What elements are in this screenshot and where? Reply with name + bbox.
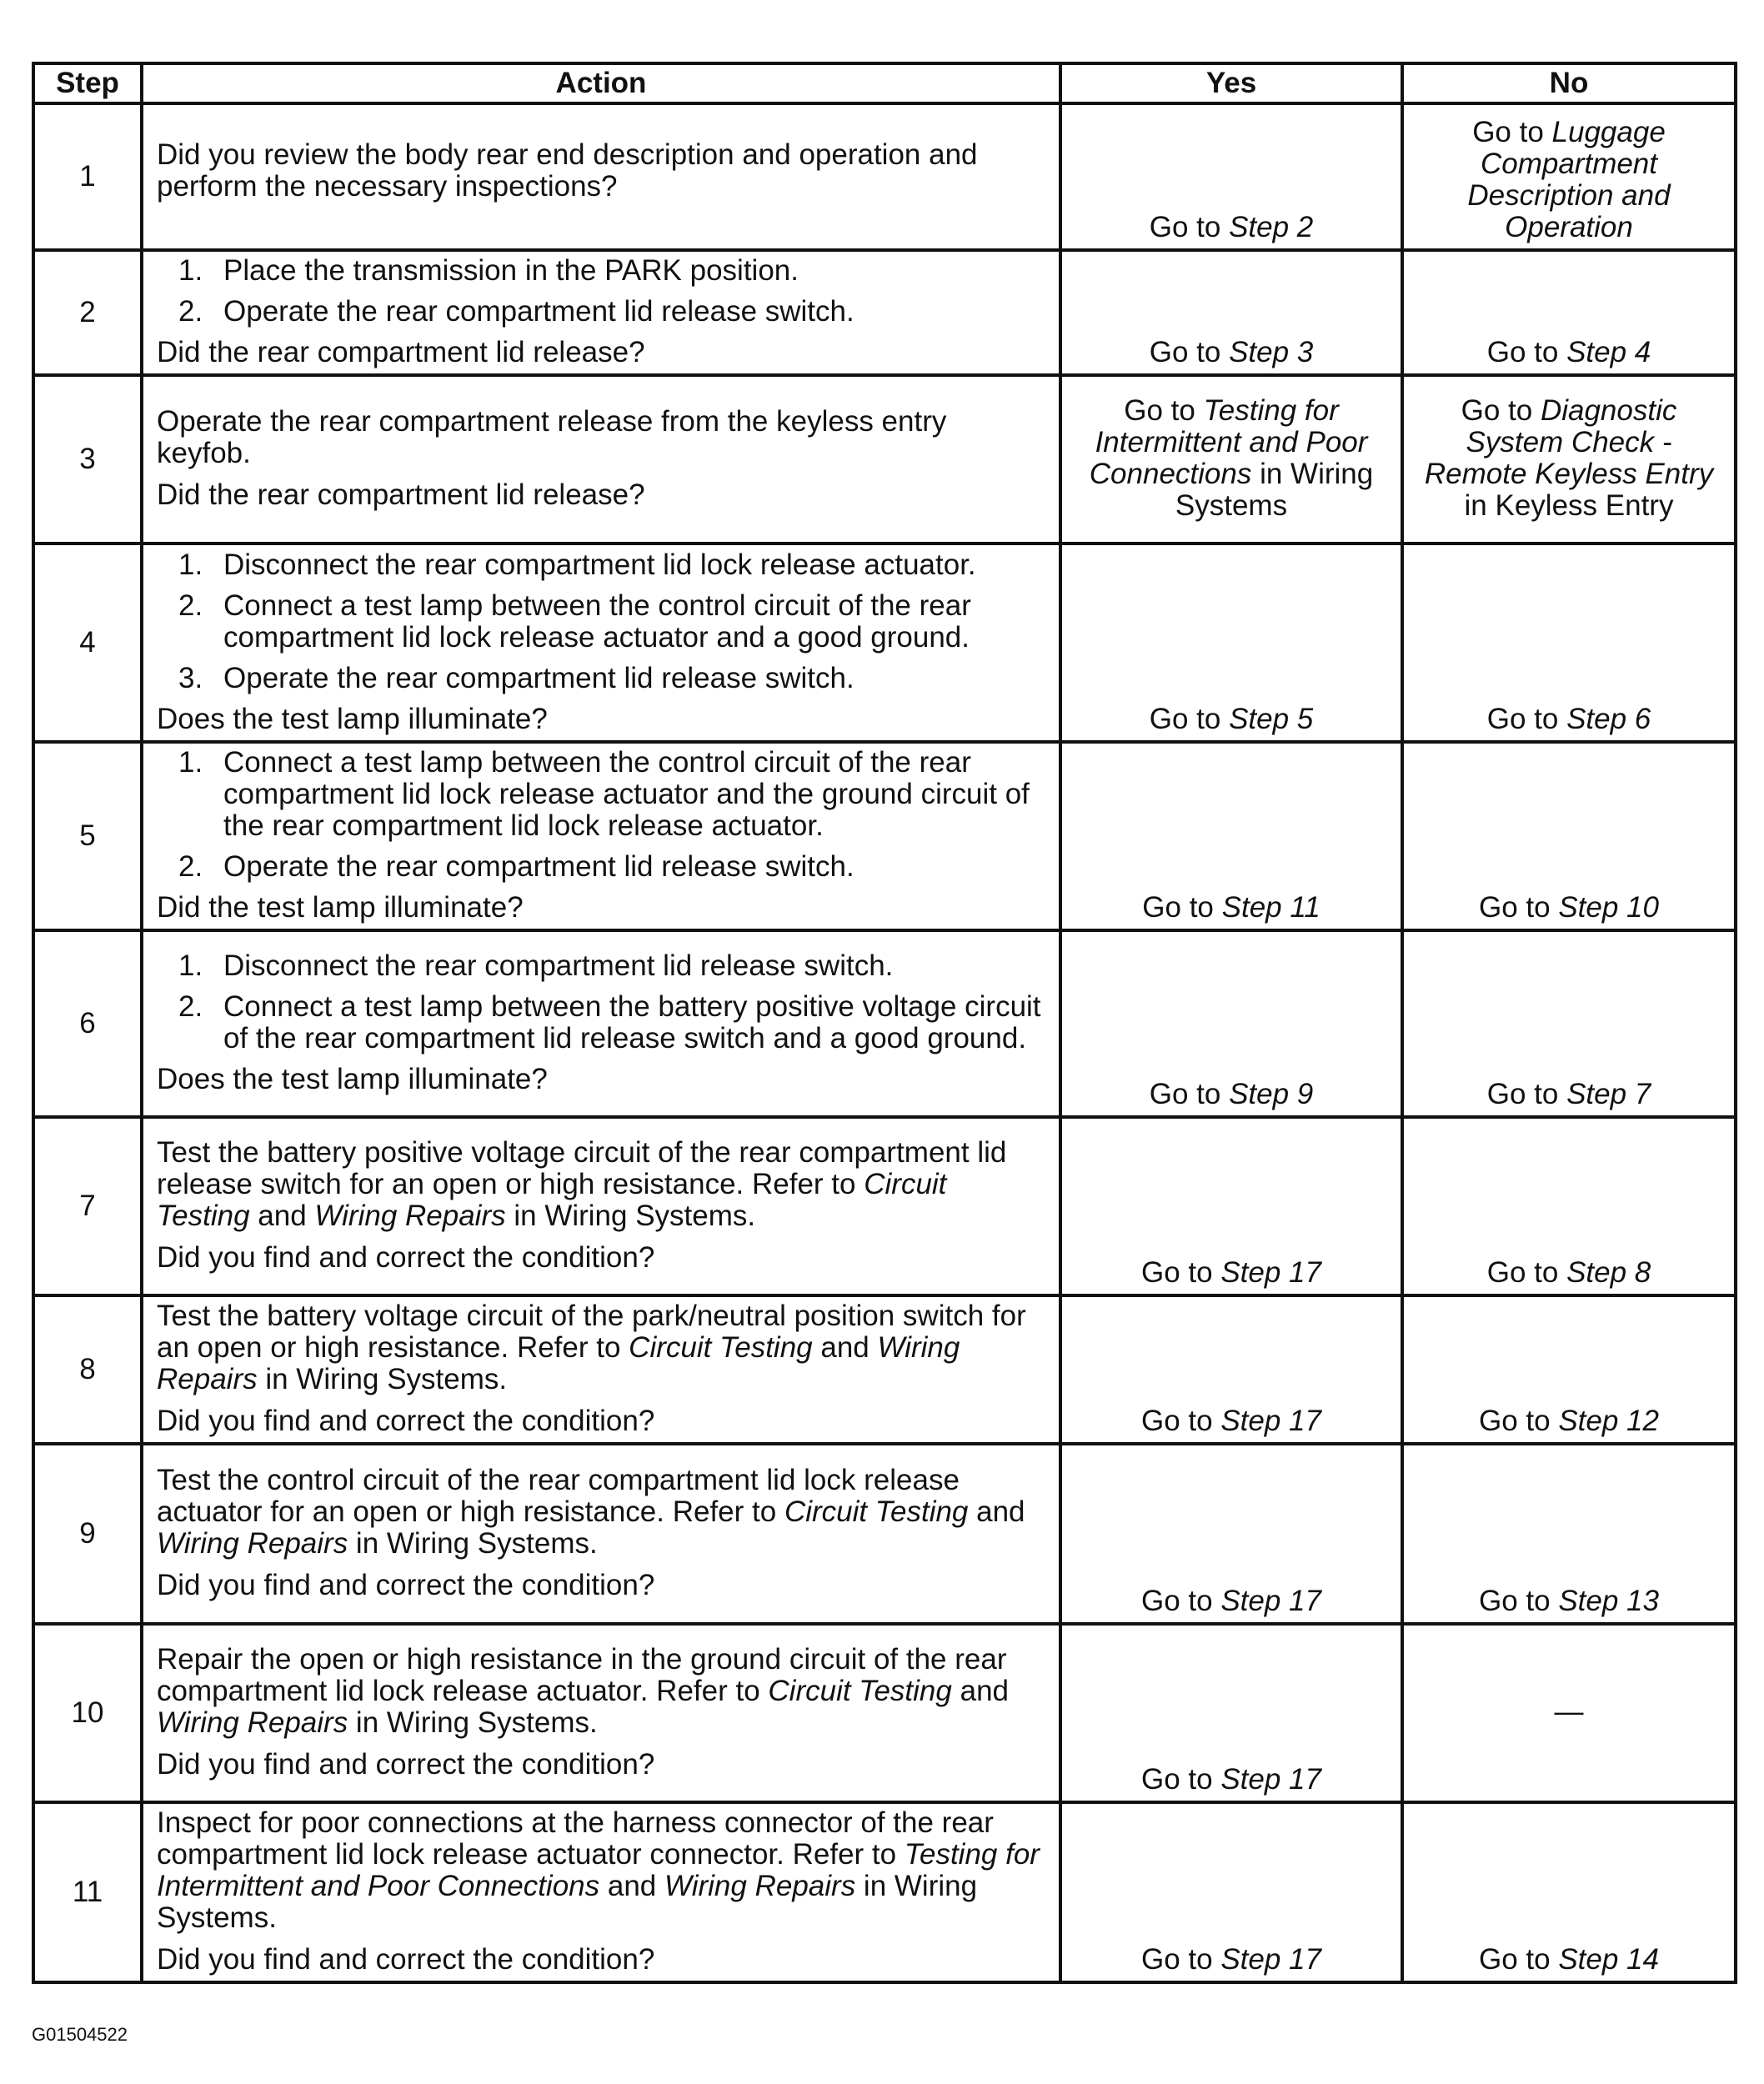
action-text: Test the control circuit of the rear compartment lid lock release actuator for an open or high resistance. Refer to Circuit Testing and Wiring Repairs in Wiring Systems. bbox=[157, 1464, 1025, 1560]
no-result: Go to Step 13 bbox=[1402, 1444, 1736, 1624]
action-question: Did the test lamp illuminate? bbox=[157, 891, 524, 924]
table-row bbox=[33, 1624, 1736, 1802]
yes-result: Go to Step 9 bbox=[1060, 930, 1402, 1117]
table-row bbox=[33, 930, 1736, 1117]
step-number: 2 bbox=[33, 250, 142, 375]
action-text: Repair the open or high resistance in the ground circuit of the rear compartment lid lock release actuator. Refer to Circuit Testing and Wiring Repairs in Wiring Systems. bbox=[157, 1643, 1009, 1739]
action-text: Test the battery voltage circuit of the park/neutral position switch for an open or high resistance. Refer to Circuit Testing and Wiring Repairs in Wiring Systems. bbox=[157, 1300, 1026, 1395]
step-number: 4 bbox=[33, 544, 142, 742]
no-result: Go to Diagnostic System Check - Remote Keyless Entry in Keyless Entry bbox=[1402, 375, 1736, 544]
step-number: 6 bbox=[33, 930, 142, 1117]
table-row bbox=[33, 375, 1736, 544]
no-result: Go to Luggage Compartment Description and Operation bbox=[1402, 103, 1736, 250]
table-header-row bbox=[33, 63, 1736, 103]
action-question: Did you find and correct the condition? bbox=[157, 1748, 655, 1781]
yes-result: Go to Step 11 bbox=[1060, 742, 1402, 930]
table-row bbox=[33, 742, 1736, 930]
no-result: Go to Step 12 bbox=[1402, 1295, 1736, 1444]
action-cell bbox=[142, 250, 1060, 375]
action-cell bbox=[142, 103, 1060, 250]
diagnostic-table bbox=[32, 62, 1737, 1984]
step-number: 9 bbox=[33, 1444, 142, 1624]
action-cell bbox=[142, 930, 1060, 1117]
action-question: Did the rear compartment lid release? bbox=[157, 478, 645, 511]
action-cell bbox=[142, 742, 1060, 930]
no-result: — bbox=[1402, 1624, 1736, 1802]
action-step-item: 2. Connect a test lamp between the battery positive voltage circuit of the rear compartment lid release switch and a good ground. bbox=[178, 990, 1041, 1055]
action-step-item: 2. Operate the rear compartment lid release switch. bbox=[178, 295, 854, 328]
action-question: Did you find and correct the condition? bbox=[157, 1569, 655, 1601]
step-number: 11 bbox=[33, 1802, 142, 1982]
action-cell bbox=[142, 1295, 1060, 1444]
table-row bbox=[33, 1802, 1736, 1982]
action-text: Test the battery positive voltage circuit of the rear compartment lid release switch for an open or high resistance. Refer to Circuit Testing and Wiring Repairs in Wiring Systems. bbox=[157, 1136, 1007, 1232]
action-question: Did you find and correct the condition? bbox=[157, 1943, 655, 1976]
action-cell bbox=[142, 1802, 1060, 1982]
action-cell bbox=[142, 1444, 1060, 1624]
yes-result: Go to Step 5 bbox=[1060, 544, 1402, 742]
no-result: Go to Step 7 bbox=[1402, 930, 1736, 1117]
yes-result: Go to Testing for Intermittent and Poor Connections in Wiring Systems bbox=[1060, 375, 1402, 544]
action-cell bbox=[142, 1117, 1060, 1295]
action-step-item: 3. Operate the rear compartment lid release switch. bbox=[178, 661, 854, 694]
action-step-item: 2. Connect a test lamp between the control circuit of the rear compartment lid lock release actuator and a good ground. bbox=[178, 589, 971, 654]
step-number: 3 bbox=[33, 375, 142, 544]
action-steps-list bbox=[157, 549, 1045, 694]
no-result: Go to Step 4 bbox=[1402, 250, 1736, 375]
table-row bbox=[33, 1117, 1736, 1295]
step-number: 10 bbox=[33, 1624, 142, 1802]
step-number: 8 bbox=[33, 1295, 142, 1444]
action-question: Does the test lamp illuminate? bbox=[157, 702, 548, 735]
action-question: Did the rear compartment lid release? bbox=[157, 336, 645, 368]
step-number: 7 bbox=[33, 1117, 142, 1295]
table-row bbox=[33, 250, 1736, 375]
yes-result: Go to Step 3 bbox=[1060, 250, 1402, 375]
action-question: Did you find and correct the condition? bbox=[157, 1405, 655, 1437]
no-result: Go to Step 14 bbox=[1402, 1802, 1736, 1982]
yes-result: Go to Step 2 bbox=[1060, 103, 1402, 250]
step-number: 1 bbox=[33, 103, 142, 250]
no-result: Go to Step 10 bbox=[1402, 742, 1736, 930]
action-steps-list bbox=[157, 255, 1045, 328]
action-text: Operate the rear compartment release from the keyless entry keyfob. bbox=[157, 405, 947, 469]
action-step-item: 1. Connect a test lamp between the control circuit of the rear compartment lid lock release actuator and the ground circuit of the rear compartment lid lock release actuator. bbox=[178, 746, 1030, 842]
header-yes: Yes bbox=[1060, 63, 1402, 103]
table-row bbox=[33, 1444, 1736, 1624]
yes-result: Go to Step 17 bbox=[1060, 1624, 1402, 1802]
diagnostic-table-sheet bbox=[32, 62, 1734, 1984]
header-action: Action bbox=[142, 63, 1060, 103]
yes-result: Go to Step 17 bbox=[1060, 1117, 1402, 1295]
yes-result: Go to Step 17 bbox=[1060, 1295, 1402, 1444]
action-step-item: 1. Place the transmission in the PARK position. bbox=[178, 254, 799, 287]
step-number: 5 bbox=[33, 742, 142, 930]
action-cell bbox=[142, 375, 1060, 544]
action-cell bbox=[142, 1624, 1060, 1802]
action-text: Did you review the body rear end description and operation and perform the necessary inspections? bbox=[157, 138, 978, 203]
action-steps-list bbox=[157, 950, 1045, 1055]
table-body bbox=[33, 103, 1736, 1982]
action-step-item: 1. Disconnect the rear compartment lid release switch. bbox=[178, 949, 894, 982]
header-step: Step bbox=[33, 63, 142, 103]
action-cell bbox=[142, 544, 1060, 742]
yes-result: Go to Step 17 bbox=[1060, 1444, 1402, 1624]
figure-id: G01504522 bbox=[32, 2024, 128, 2045]
table-row bbox=[33, 544, 1736, 742]
action-steps-list bbox=[157, 747, 1045, 883]
action-question: Did you find and correct the condition? bbox=[157, 1241, 655, 1274]
table-row bbox=[33, 1295, 1736, 1444]
action-question: Does the test lamp illuminate? bbox=[157, 1063, 548, 1095]
table-row bbox=[33, 103, 1736, 250]
action-text: Inspect for poor connections at the harness connector of the rear compartment lid lock release actuator connector. Refer to Testing for Intermittent and Poor Connections and Wiring Repairs in Wiring Systems. bbox=[157, 1806, 1040, 1934]
no-result: Go to Step 8 bbox=[1402, 1117, 1736, 1295]
action-step-item: 2. Operate the rear compartment lid release switch. bbox=[178, 850, 854, 883]
header-no: No bbox=[1402, 63, 1736, 103]
action-step-item: 1. Disconnect the rear compartment lid lock release actuator. bbox=[178, 548, 976, 581]
no-result: Go to Step 6 bbox=[1402, 544, 1736, 742]
yes-result: Go to Step 17 bbox=[1060, 1802, 1402, 1982]
